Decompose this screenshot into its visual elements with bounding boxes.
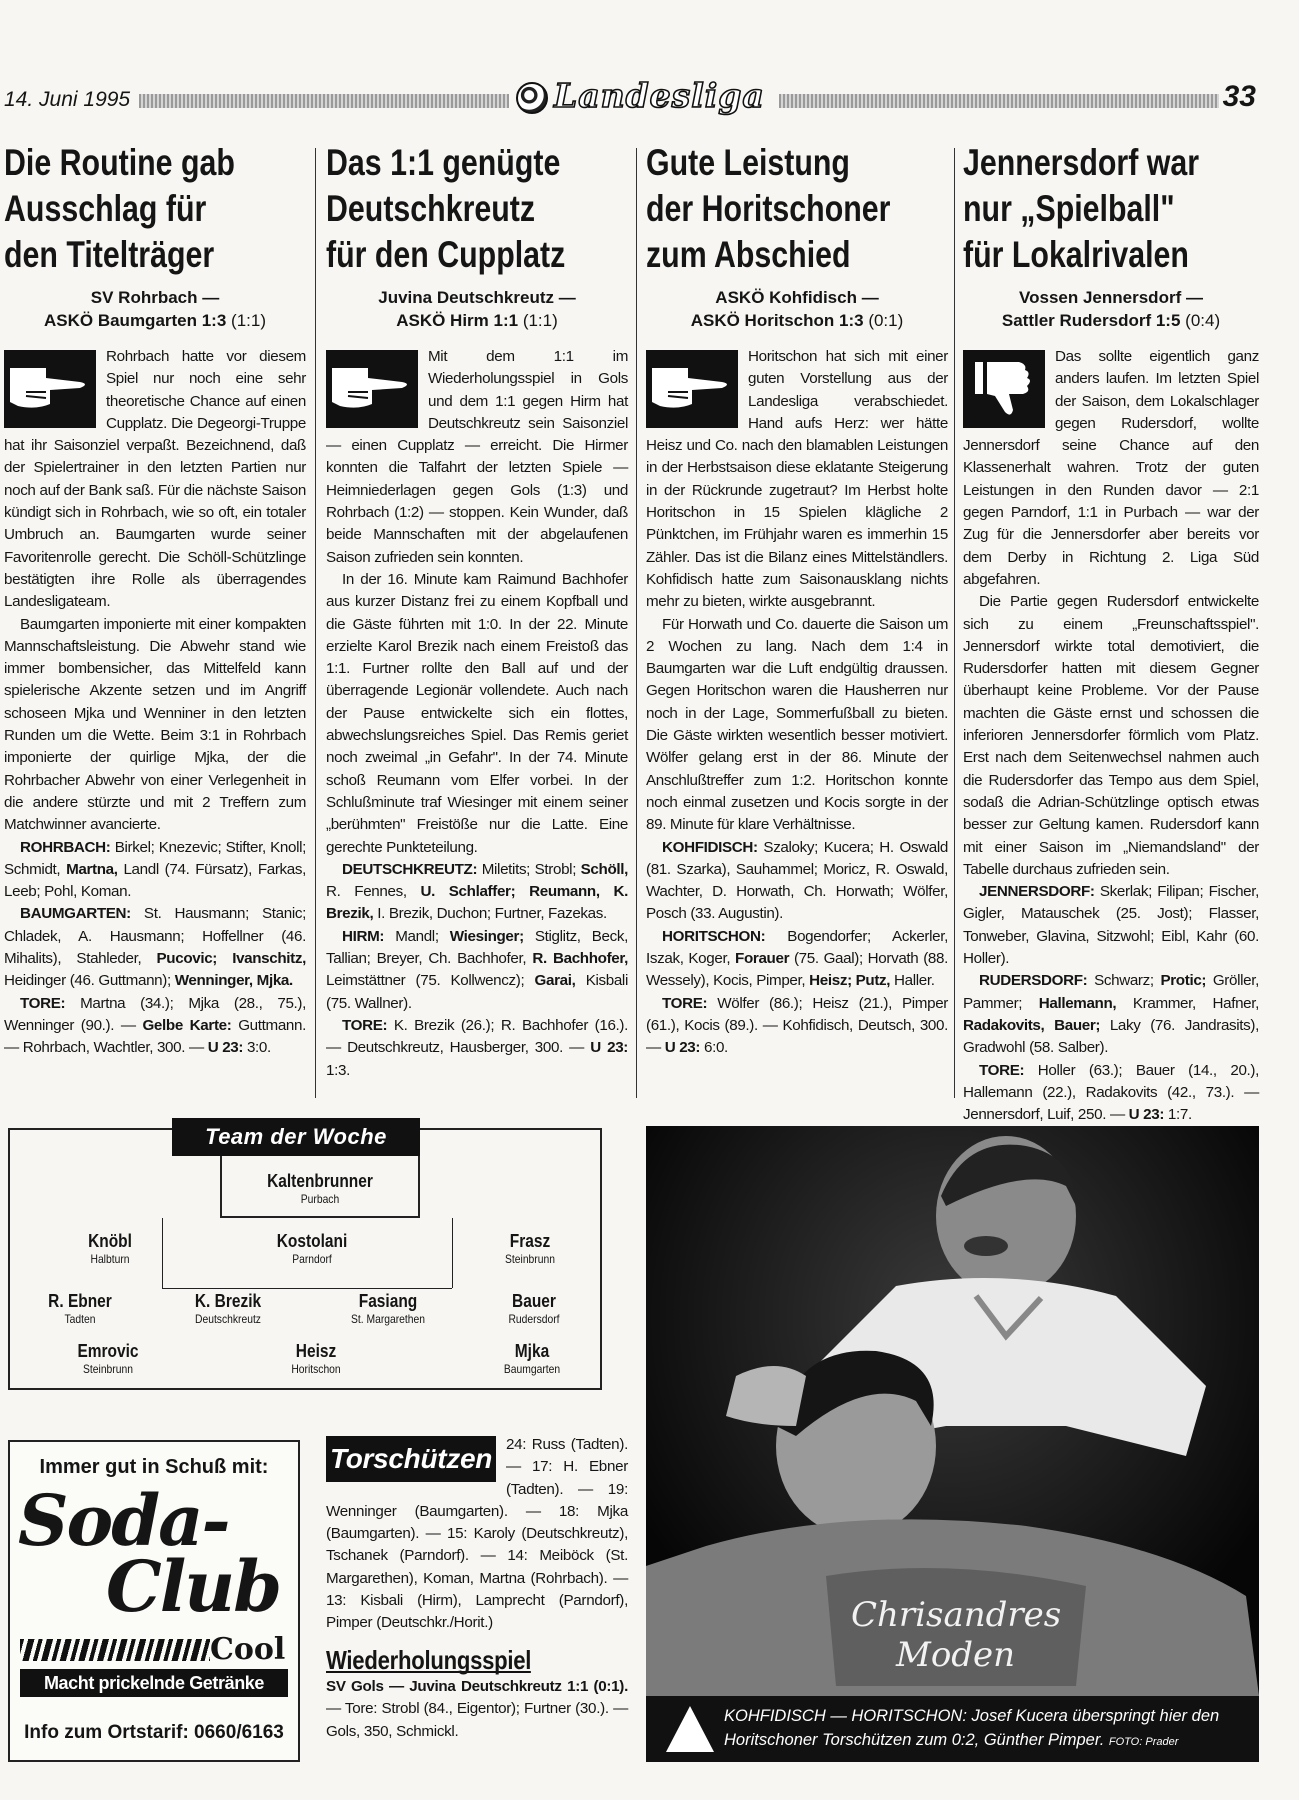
header-rule-right [779,94,1219,108]
issue-date: 14. Juni 1995 [4,88,131,111]
article-headline: Jennersdorf war nur „Spielball" für Lokalrivalen [963,142,1200,275]
article-body: Mit dem 1:1 im Wiederholungsspiel in Gols und dem 1:1 gegen Hirm hat Deutschkreutz sein Saisonziel — einen Cupplatz — erreicht. Die Hirmer konnten die Talfahrt der letzten Spiele — Heimniederlagen gegen Gols (1:3) und Rohrbach (1:2) — stoppen. Kein Wunder, daß beide Mannschaften mit der abgelaufenen Saison zufrieden sein konnten. In der 16. Minute kam Raimund Bachhofer aus kurzer Distanz frei zu einem Kopfball und die Gäste führten mit 1:0. In der 22. Minute erzielte Karol Brezik nach einem Freistoß das 1:1. Furtner rollte den Ball auf und der überragende Legionär vollendete. Auch nach der Pause entwickelte sich ein flottes, abwechslungsreiches Spiel. Das Remis geriet noch zweimal „in Gefahr". In der 74. Minute schoß Reumann vom Elfer vorbei. In der Schlußminute traf Wiesinger mit einem seiner „berühmten" Freistöße nur die Latte. Eine gerechte Punkteteilung. DEUTSCHKREUTZ: Miletits; Strobl; Schöll, R. Fennes, U. Schlaffer; Reumann, K. Brezik, I. Brezik, Duchon; Furtner, Fazekas. HIRM: Mandl; Wiesinger; Stiglitz, Beck, Tallian; Breyer, Ch. Bachhofer, R. Bachhofer, Leimstättner (75. Kollwencz); Garai, Kisbali (75. Wallner). TORE: K. Brezik (26.); R. Bachhofer (16.). — Deutschkreutz, Hausberger, 300. — U 23: 1:3. [326,348,629,1079]
thumbs-down-hand-icon [4,350,96,428]
ad-brand-line2: Club [106,1545,281,1628]
match-result: ASKÖ Kohfidisch — ASKÖ Horitschon 1:3 (0:1) [690,288,904,330]
triangle-icon [666,1706,714,1752]
header-rule-left [139,94,509,108]
ad-slogan: Macht prickelnde Getränke [20,1669,288,1697]
ad-cool: Cool [210,1632,286,1667]
ad-info: Info zum Ortstarif: 0660/6163 [24,1722,284,1743]
thumbs-sideways-hand-icon [326,350,418,428]
team-of-the-week-title: Team der Woche [172,1118,420,1156]
page-number: 33 [1222,80,1256,113]
article-body: Horitschon hat sich mit einer guten Vorstellung aus der Landesliga verabschiedet. Hand aufs Herz: wer hätte Heisz und Co. nach den blamablen Leistungen in der Herbstsaison diese eklatante Steigerung in der Rückrunde zugetraut? Im Herbst holte Horitschon in 15 Spielen klägliche 2 Pünktchen, im Frühjahr waren es immerhin 15 Zähler. Das ist die Bilanz eines Mittelständlers. Kohfidisch hatte zum Saisonausklang nichts mehr zu bieten, wirkte ausgebrannt. Für Horwath und Co. dauerte die Saison um 2 Wochen zu lang. Nach dem 1:4 in Baumgarten war die Luft endgültig draussen. Gegen Horitschon waren die Hausherren nur noch in der Lage, Sommerfußball zu bieten. Die Gäste wirkten wesentlich besser motiviert. Wölfer gelang erst in der 86. Minute der Anschlußtreffer zum 1:2. Horitschon konnte noch einmal zusetzen und Kocis sorgte in der 89. Minute für klare Verhältnisse. KOHFIDISCH: Szaloky; Kucera; H. Oswald (81. Szarka), Sauhammel; Moricz, R. Oswald, Wachter, D. Horwath, Ch. Horwath; Wölfer, Posch (33. Augustin). HORITSCHON: Bogendorfer; Ackerler, Iszak, Koger, Forauer (75. Gaal); Horvath (88. Wessely), Kocis, Pimper, Heisz; Putz, Haller. TORE: Wölfer (86.); Heisz (21.), Pimper (61.), Kocis (89.). — Kohfidisch, Deutsch, 300. — U 23: 6:0. [646,348,948,1057]
player: Knöbl Halbturn [88,1231,132,1266]
player-goalkeeper: Kaltenbrunner Purbach [267,1171,373,1206]
soda-club-advert [8,1440,300,1762]
section-name: Landesliga [554,76,765,115]
column-rule [636,148,637,1098]
match-result: Vossen Jennersdorf — Sattler Rudersdorf 1:5 (0:4) [1001,288,1221,330]
match-result: Juvina Deutschkreutz — ASKÖ Hirm 1:1 (1:1) [378,288,576,330]
thumbs-down-icon [963,350,1045,428]
jersey-sponsor-line1: Chrisandres [851,1595,1062,1635]
top-scorers-title: Torschützen [326,1436,496,1482]
player: Frasz Steinbrunn [505,1231,555,1266]
top-scorers [326,1434,628,1743]
page-header [4,76,1256,116]
player: Fasiang St. Margarethen [350,1291,425,1326]
article-kohfidisch [646,140,948,1060]
photo-credit: FOTO: Prader [1108,1736,1179,1748]
article-body: Das sollte eigentlich ganz anders laufen. Im letzten Spiel der Saison, dem Lokalschlager gegen Rudersdorf, wollte Jennersdorf seine Chance auf den Klassenerhalt wahren. Trotz der guten Leistungen in den Runden davor — 2:1 gegen Parndorf, 1:1 in Purbach — war der Zug für die Jennersdorfer aber bereits vor dem Derby in Richtung 2. Liga Süd abgefahren. Die Partie gegen Rudersdorf entwickelte sich zu einem „Freunschaftsspiel". Jennersdorf wirkte total demotiviert, die Rudersdorfer hatten mit diesem Gegner überhaupt keine Probleme. Vor der Pause machten die Gäste ernst und schossen die inferioren Jennersdorfer förmlich vom Platz. Erst nach dem Seitenwechsel nahmen auch die Rudersdorfer das Tempo aus dem Spiel, sodaß die Adrian-Schützlinge optisch etwas besser zur Geltung kamen. Rudersdorf kann mit einer Saison im „Niemandsland" der Tabelle durchaus zufrieden sein. JENNERSDORF: Skerlak; Filipan; Fischer, Gigler, Matauschek (25. Jost); Flasser, Tonweber, Glavina, Sitzwohl; Eibl, Kahr (60. Holler). RUDERSDORF: Schwarz; Protic; Gröller, Pammer; Hallemann, Krammer, Hafner, Radakovits, Bauer; Laky (76. Jandrasits), Gradwohl (58. Salber). TORE: Holler (63.); Bauer (14., 20.), Hallemann (22.), Radakovits (42., 73.). — Jennersdorf, Luif, 250. — U 23: 1:7. [963,348,1260,1124]
ad-brand-line1: Soda- [18,1479,229,1562]
top-scorers-list: 24: Russ (Tadten). — 17: H. Ebner (Tadten). — 19: Wenninger (Baumgarten). — 18: Mjka (Baumgarten). — 15: Karoly (Deutschkreutz), Tschanek (Parndorf). — 14: Meiböck (St. Margarethen), Koman, Martna (Rohrbach). — 13: Kisbali (Hirm), Lamprecht (Parndorf), Pimper (Deutschkr./Horit.) [326,1436,628,1632]
football-icon [516,82,548,114]
section-logo [514,78,774,118]
thumbs-sideways-hand-icon [646,350,738,428]
ad-stripes [20,1639,210,1661]
article-jennersdorf [963,140,1259,1126]
player: Kostolani Parndorf [276,1231,348,1266]
article-deutschkreutz [326,140,628,1082]
match-result: SV Rohrbach — ASKÖ Baumgarten 1:3 (1:1) [43,288,267,330]
photo-caption: KOHFIDISCH — HORITSCHON: Josef Kucera überspringt hier den Horitschoner Torschützen zum 0:2, Günther Pimper. FOTO: Prader [646,1696,1259,1762]
player: Bauer Rudersdorf [508,1291,560,1326]
ad-tagline: Immer gut in Schuß mit: [39,1456,269,1478]
article-body: Rohrbach hatte vor diesem Spiel nur noch eine sehr theoretische Chance auf einen Cupplatz. Die Degeorgi-Truppe hat ihr Saisonziel verpaßt. Bezeichnend, daß der Spielertrainer in den letzten Partien nur noch auf der Bank saß. Für die nächste Saison kündigt sich in Rohrbach, wie so oft, ein totaler Umbruch an. Baumgarten wurde seiner Favoritenrolle gerecht. Die Schöll-Schützlinge bestätigten ihre Rolle als überragendes Landesligateam. Baumgarten imponierte mit einer kompakten Mannschaftsleistung. Die Abwehr stand wie immer bombensicher, das Mittelfeld kann spielerische Akzente setzen und im Angriff schoseen Mjka und Wenniner in den letzten Runden um die Wette. Beim 3:1 in Rohrbach imponierte der quirlige Mjka, der die Rohrbacher Abwehr von einer Verlegenheit in die andere stürzte und mit 2 Treffern zum Matchwinner avancierte. ROHRBACH: Birkel; Knezevic; Stifter, Knoll; Schmidt, Martna, Landl (74. Fürsatz), Farkas, Leeb; Pohl, Koman. BAUMGARTEN: St. Hausmann; Stanic; Chladek, A. Hausmann; Hoffellner (46. Mihalits), Stahleder, Pucovic; Ivanschitz, Heidinger (46. Guttmann); Wenninger, Mjka. TORE: Martna (34.); Mjka (28., 75.), Wenninger (90.). — Gelbe Karte: Guttmann. — Rohrbach, Wachtler, 300. — U 23: 3:0. [4,348,306,1057]
player: Heisz Horitschon [291,1341,341,1376]
column-rule [954,148,955,1098]
article-headline: Das 1:1 genügte Deutschkreutz für den Cupplatz [326,142,566,275]
replay-result: SV Gols — Juvina Deutschkreutz 1:1 (0:1). — Tore: Strobl (84., Eigentor); Furtner (30.). — Gols, 350, Schmickl. [326,1677,628,1740]
team-of-the-week [8,1124,602,1390]
match-photo [646,1126,1259,1762]
player: Mjka Baumgarten [503,1341,561,1376]
player: K. Brezik Deutschkreutz [194,1291,262,1326]
player: Emrovic Steinbrunn [77,1341,139,1376]
column-rule [315,148,316,1098]
field-line [162,1288,452,1289]
article-headline: Die Routine gab Ausschlag für den Titelträger [4,142,235,275]
article-headline: Gute Leistung der Horitschoner zum Abschied [646,142,891,275]
jersey-sponsor-line2: Moden [896,1635,1016,1675]
article-rohrbach [4,140,306,1060]
player: R. Ebner Tadten [48,1291,112,1326]
replay-title: Wiederholungsspiel [326,1644,532,1675]
